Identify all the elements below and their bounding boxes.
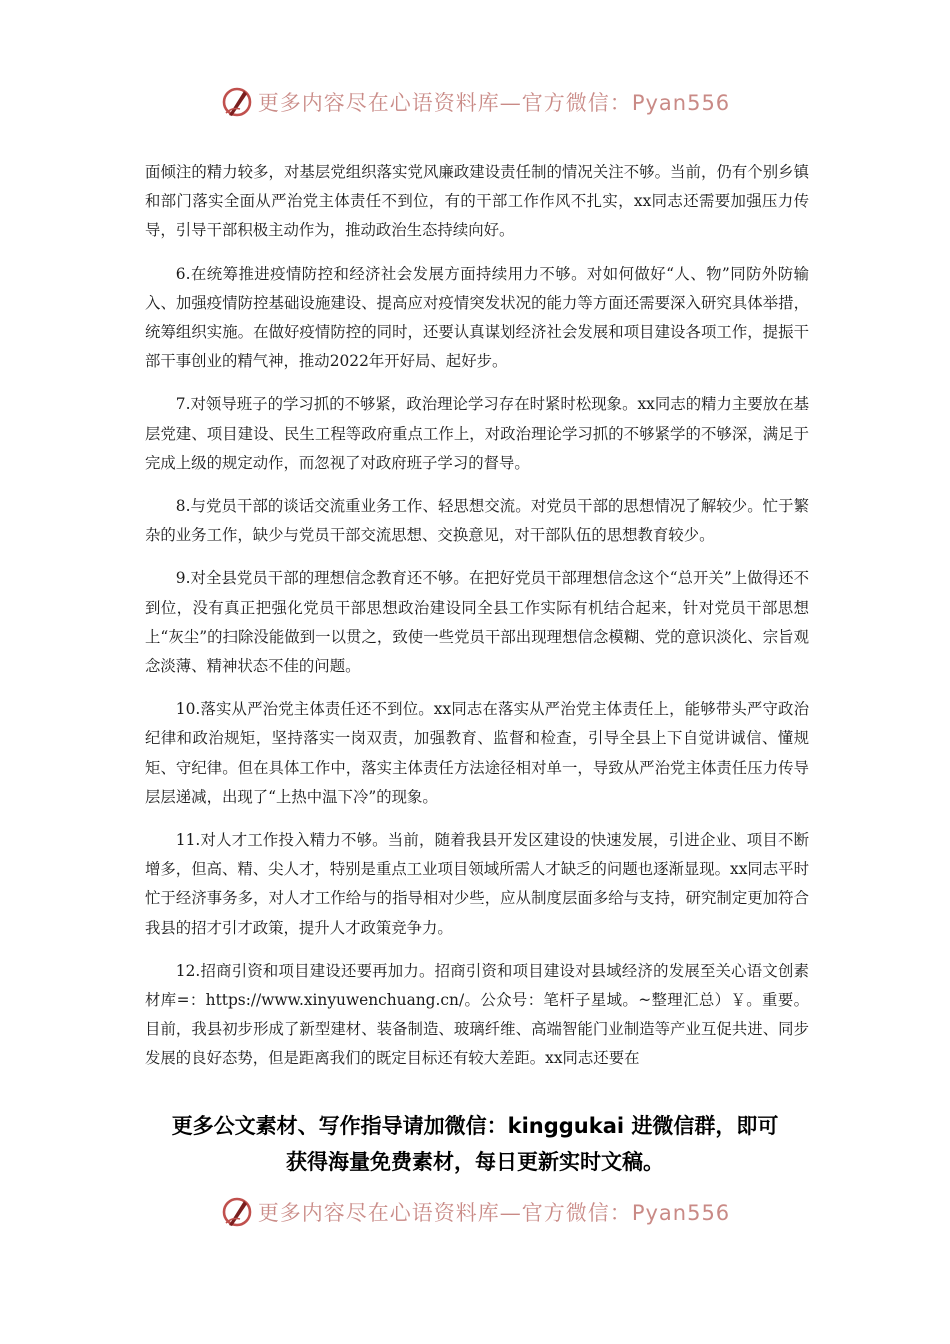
paragraph-item-12: 12.招商引资和项目建设还要再加力。招商引资和项目建设对县域经济的发展至关心语文创素材库=：https://www.xinyuwenchuang.cn/。公众号：笔杆子星域。~整理汇总）￥。重要。目前，我县初步形成了新型建材、装备制造、玻璃纤维、高端智能门业制造等产业互促共进、同步发展的良好态势，但是距离我们的既定目标还有较大差距。xx同志还要在 [145,961,809,1068]
promo-note [0,1108,950,1180]
footer-banner [0,1192,950,1232]
promo-note-line-1: 更多公文素材、写作指导请加微信：kinggukai 进微信群，即可 [171,1114,779,1138]
quill-pen-logo-icon [220,1195,254,1229]
banner-text: 更多内容尽在心语资料库—官方微信：Pyan556 [257,1201,731,1225]
paragraph-item-10: 10.落实从严治党主体责任还不到位。xx同志在落实从严治党主体责任上，能够带头严守政治纪律和政治规矩，坚持落实一岗双责，加强教育、监督和检查，引导全县上下自觉讲诚信、懂规矩、守纪律。但在具体工作中，落实主体责任方法途径相对单一，导致从严治党主体责任压力传导层层递减，出现了“上热中温下冷”的现象。 [145,700,809,806]
header-banner [0,82,950,122]
document-body [145,158,809,1088]
paragraph-item-6: 6.在统筹推进疫情防控和经济社会发展方面持续用力不够。对如何做好“人、物”同防外防输入、加强疫情防控基础设施建设、提高应对疫情突发状况的能力等方面还需要深入研究具体举措，统筹组织实施。在做好疫情防控的同时，还要认真谋划经济社会发展和项目建设各项工作，提振干部干事创业的精气神，推动2022年开好局、起好步。 [145,264,809,371]
paragraph-item-11: 11.对人才工作投入精力不够。当前，随着我县开发区建设的快速发展，引进企业、项目不断增多，但高、精、尖人才，特别是重点工业项目领域所需人才缺乏的问题也逐渐显现。xx同志平时忙于经济事务多，对人才工作给与的指导相对少些，应从制度层面多给与支持，研究制定更加符合我县的招才引才政策，提升人才政策竞争力。 [145,831,809,937]
banner-text: 更多内容尽在心语资料库—官方微信：Pyan556 [257,91,731,115]
promo-note-line-2: 获得海量免费素材，每日更新实时文稿。 [286,1150,664,1174]
paragraph-item-9: 9.对全县党员干部的理想信念教育还不够。在把好党员干部理想信念这个“总开关”上做得还不到位，没有真正把强化党员干部思想政治建设同全县工作实际有机结合起来，针对党员干部思想上“灰尘”的扫除没能做到一以贯之，致使一些党员干部出现理想信念模糊、党的意识淡化、宗旨观念淡薄、精神状态不佳的问题。 [145,569,809,676]
paragraph-item-7: 7.对领导班子的学习抓的不够紧，政治理论学习存在时紧时松现象。xx同志的精力主要放在基层党建、项目建设、民生工程等政府重点工作上，对政治理论学习抓的不够紧学的不够深，满足于完成上级的规定动作，而忽视了对政府班子学习的督导。 [145,395,809,472]
quill-pen-logo-icon [220,85,254,119]
paragraph-item-8: 8.与党员干部的谈话交流重业务工作、轻思想交流。对党员干部的思想情况了解较少。忙于繁杂的业务工作，缺少与党员干部交流思想、交换意见，对干部队伍的思想教育较少。 [145,497,809,545]
paragraph-continued: 面倾注的精力较多，对基层党组织落实党风廉政建设责任制的情况关注不够。当前，仍有个别乡镇和部门落实全面从严治党主体责任不到位，有的干部工作作风不扎实，xx同志还需要加强压力传导，引导干部积极主动作为，推动政治生态持续向好。 [145,163,809,240]
